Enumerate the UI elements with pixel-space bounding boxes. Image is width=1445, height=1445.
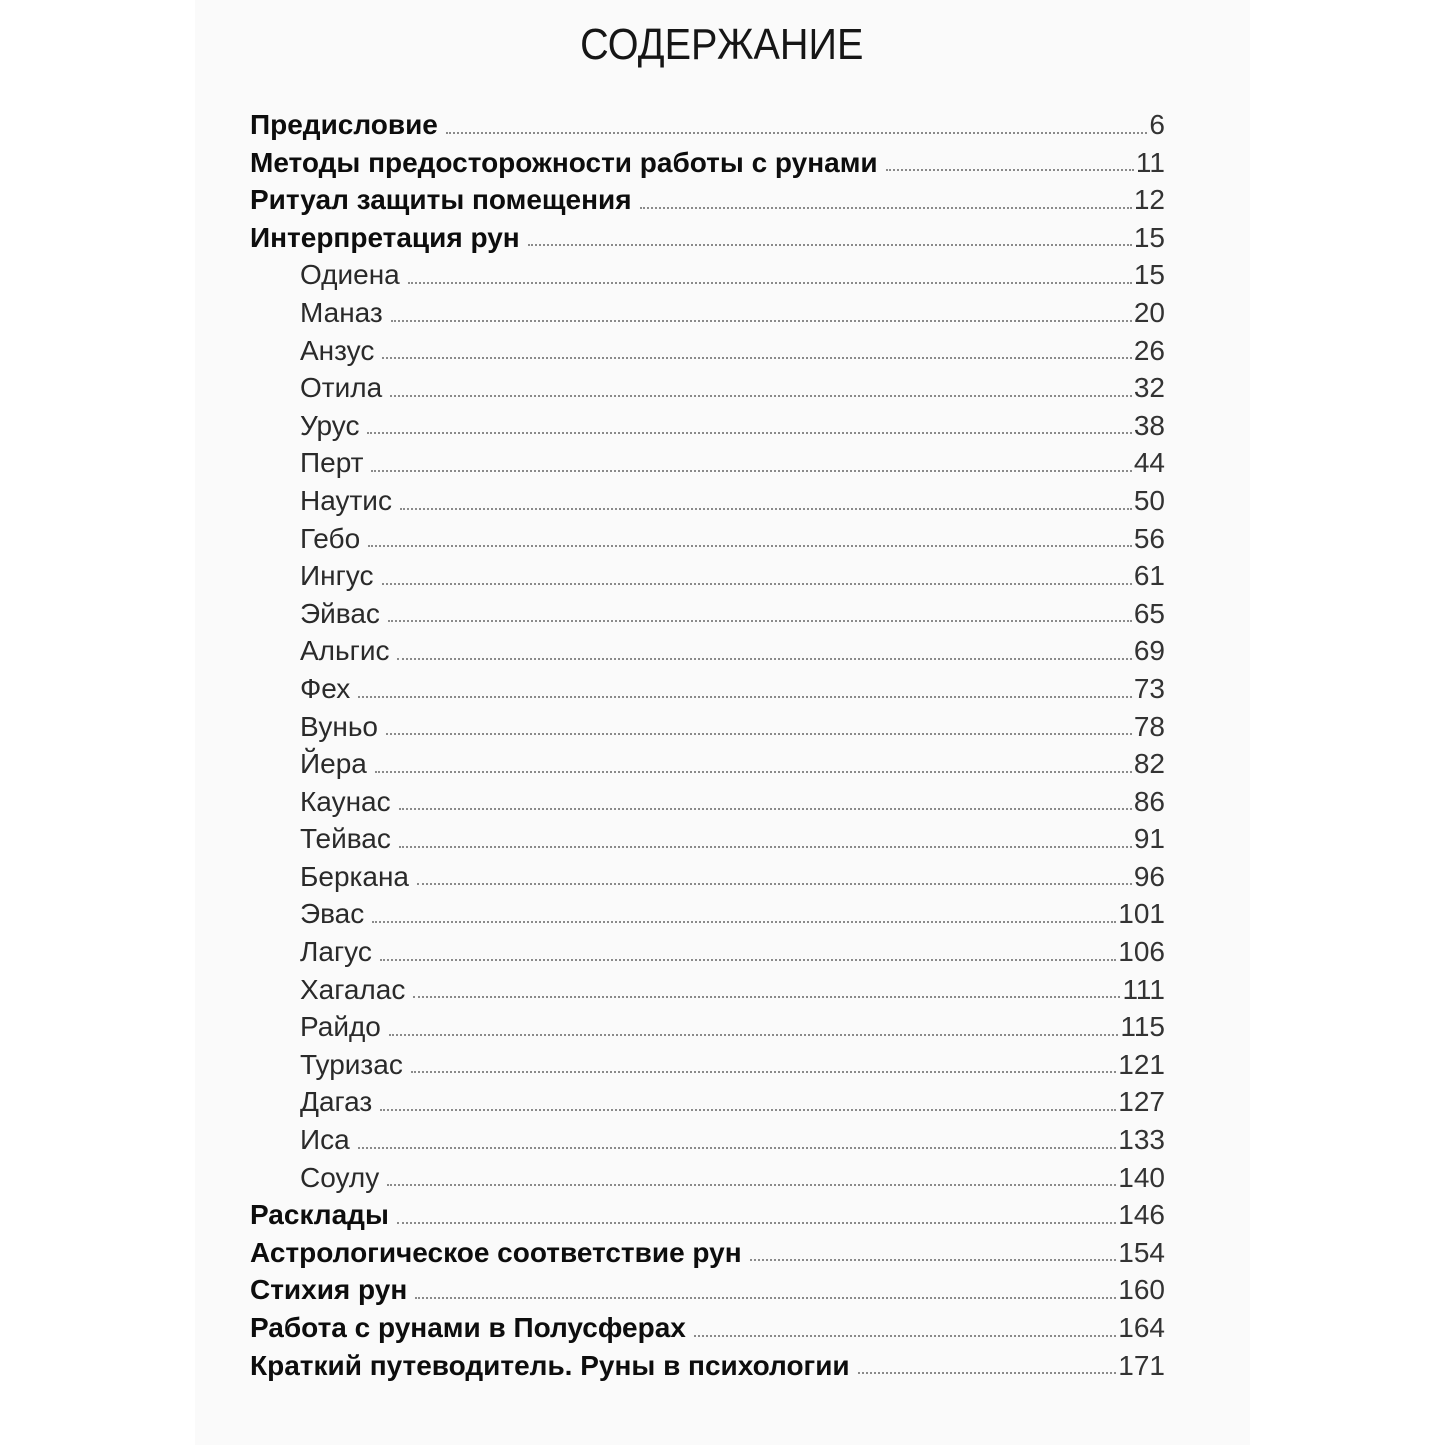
toc-entry-label: Расклады xyxy=(250,1199,389,1231)
toc-page-number: 12 xyxy=(1133,184,1165,216)
dot-leader xyxy=(368,544,1132,547)
toc-page-number: 154 xyxy=(1118,1236,1165,1268)
toc-page-number: 6 xyxy=(1149,109,1165,140)
toc-entry-label: Наутис xyxy=(300,484,392,516)
dot-leader xyxy=(415,1296,1116,1299)
dot-leader xyxy=(382,356,1131,359)
toc-subentry[interactable] xyxy=(250,520,1165,558)
toc-page-number: 121 xyxy=(1118,1048,1165,1080)
toc-subentry[interactable] xyxy=(250,595,1165,633)
toc-entry-label: Ингус xyxy=(300,560,374,592)
toc-entry-label: Соулу xyxy=(300,1161,380,1193)
toc-subentry[interactable] xyxy=(250,820,1165,858)
toc-page-number: 160 xyxy=(1118,1274,1165,1306)
toc-entry-label: Анзус xyxy=(300,334,375,366)
toc-entry-label: Перт xyxy=(300,447,364,479)
toc-entry-label: Предисловие xyxy=(250,109,438,140)
toc-page-number: 32 xyxy=(1133,372,1165,404)
dot-leader xyxy=(358,1146,1117,1149)
dot-leader xyxy=(380,958,1116,961)
dot-leader xyxy=(417,882,1132,885)
toc-subentry[interactable] xyxy=(250,369,1165,407)
toc-page-number: 164 xyxy=(1118,1312,1165,1343)
toc-page-number: 133 xyxy=(1118,1124,1165,1156)
toc-subentry[interactable] xyxy=(250,1121,1165,1159)
dot-leader xyxy=(380,1108,1116,1111)
dot-leader xyxy=(528,243,1132,246)
toc-subentry[interactable] xyxy=(250,332,1165,370)
toc-entry-label: Урус xyxy=(300,409,360,441)
toc-subentry[interactable] xyxy=(250,557,1165,595)
toc-entry-label: Работа с рунами в Полусферах xyxy=(250,1312,686,1343)
dot-leader xyxy=(387,1183,1116,1186)
dot-leader xyxy=(886,168,1134,171)
toc-subentry[interactable] xyxy=(250,895,1165,933)
dot-leader xyxy=(389,1033,1118,1036)
table-of-contents xyxy=(250,106,1165,1384)
dot-leader xyxy=(411,1070,1116,1073)
toc-entry-label: Вуньо xyxy=(300,710,378,742)
toc-page-number: 26 xyxy=(1133,334,1165,366)
toc-entry-label: Гебо xyxy=(300,522,361,554)
toc-entry-label: Йера xyxy=(300,748,367,780)
toc-page-number: 61 xyxy=(1133,560,1165,592)
toc-entry[interactable] xyxy=(250,181,1165,219)
toc-entry-label: Ритуал защиты помещения xyxy=(250,184,632,216)
toc-entry-label: Эйвас xyxy=(300,597,380,629)
toc-page-number: 15 xyxy=(1133,259,1165,291)
toc-entry[interactable] xyxy=(250,106,1165,144)
toc-entry-label: Стихия рун xyxy=(250,1274,408,1306)
book-page xyxy=(195,0,1250,1445)
dot-leader xyxy=(750,1258,1117,1261)
toc-page-number: 82 xyxy=(1133,748,1165,780)
toc-page-number: 111 xyxy=(1122,973,1165,1005)
dot-leader xyxy=(367,431,1131,434)
toc-subentry[interactable] xyxy=(250,858,1165,896)
toc-subentry[interactable] xyxy=(250,933,1165,971)
dot-leader xyxy=(390,394,1132,397)
toc-page-number: 91 xyxy=(1133,823,1165,855)
toc-entry[interactable] xyxy=(250,1234,1165,1272)
toc-page-number: 140 xyxy=(1118,1161,1165,1193)
page-title: СОДЕРЖАНИЕ xyxy=(580,20,864,69)
toc-entry[interactable] xyxy=(250,144,1165,182)
toc-page-number: 20 xyxy=(1133,296,1165,328)
toc-page-number: 86 xyxy=(1133,785,1165,817)
toc-entry-label: Эвас xyxy=(300,898,365,930)
toc-entry-label: Фех xyxy=(300,672,351,704)
dot-leader xyxy=(399,807,1132,810)
toc-subentry[interactable] xyxy=(250,783,1165,821)
toc-entry-label: Иса xyxy=(300,1124,350,1156)
toc-page-number: 106 xyxy=(1118,936,1165,968)
toc-entry-label: Маназ xyxy=(300,296,383,328)
toc-entry-label: Методы предосторожности работы с рунами xyxy=(250,146,878,178)
toc-page-number: 38 xyxy=(1133,409,1165,441)
dot-leader xyxy=(413,995,1120,998)
dot-leader xyxy=(358,695,1132,698)
toc-entry-label: Одиена xyxy=(300,259,400,291)
toc-entry-label: Беркана xyxy=(300,860,409,892)
toc-subentry[interactable] xyxy=(250,971,1165,1009)
dot-leader xyxy=(391,319,1132,322)
dot-leader xyxy=(640,206,1132,209)
toc-entry[interactable] xyxy=(250,1347,1165,1385)
toc-page-number: 101 xyxy=(1118,898,1165,930)
toc-page-number: 56 xyxy=(1133,522,1165,554)
toc-page-number: 15 xyxy=(1133,221,1165,253)
toc-page-number: 78 xyxy=(1133,710,1165,742)
dot-leader xyxy=(375,770,1132,773)
toc-entry-label: Краткий путеводитель. Руны в психологии xyxy=(250,1349,850,1381)
toc-subentry[interactable] xyxy=(250,482,1165,520)
toc-subentry[interactable] xyxy=(250,670,1165,708)
toc-entry-label: Отила xyxy=(300,372,383,404)
toc-entry[interactable] xyxy=(250,219,1165,257)
toc-entry-label: Дагаз xyxy=(300,1086,373,1118)
toc-subentry[interactable] xyxy=(250,407,1165,445)
toc-entry-label: Интерпретация рун xyxy=(250,221,520,253)
toc-entry-label: Астрологическое соответствие рун xyxy=(250,1236,742,1268)
dot-leader xyxy=(397,1221,1116,1224)
toc-subentry[interactable] xyxy=(250,256,1165,294)
dot-leader xyxy=(446,131,1148,134)
dot-leader xyxy=(371,469,1131,472)
toc-entry-label: Лагус xyxy=(300,936,372,968)
toc-entry[interactable] xyxy=(250,1309,1165,1347)
dot-leader xyxy=(400,507,1132,510)
toc-page-number: 50 xyxy=(1133,484,1165,516)
dot-leader xyxy=(372,920,1116,923)
toc-entry-label: Туризас xyxy=(300,1048,403,1080)
toc-entry-label: Тейвас xyxy=(300,823,391,855)
dot-leader xyxy=(388,619,1132,622)
toc-entry-label: Хагалас xyxy=(300,973,406,1005)
toc-page-number: 44 xyxy=(1133,447,1165,479)
toc-page-number: 73 xyxy=(1133,672,1165,704)
toc-subentry[interactable] xyxy=(250,444,1165,482)
toc-entry-label: Альгис xyxy=(300,635,390,667)
dot-leader xyxy=(858,1371,1117,1374)
toc-entry[interactable] xyxy=(250,1271,1165,1309)
toc-subentry[interactable] xyxy=(250,708,1165,746)
toc-entry-label: Каунас xyxy=(300,785,391,817)
toc-page-number: 171 xyxy=(1118,1349,1165,1381)
toc-subentry[interactable] xyxy=(250,1046,1165,1084)
dot-leader xyxy=(386,732,1132,735)
toc-page-number: 115 xyxy=(1120,1011,1165,1043)
toc-subentry[interactable] xyxy=(250,294,1165,332)
toc-entry[interactable] xyxy=(250,1196,1165,1234)
toc-entry-label: Райдо xyxy=(300,1011,381,1043)
toc-page-number: 127 xyxy=(1118,1086,1165,1118)
toc-subentry[interactable] xyxy=(250,1008,1165,1046)
dot-leader xyxy=(382,582,1132,585)
toc-page-number: 65 xyxy=(1133,597,1165,629)
toc-page-number: 69 xyxy=(1133,635,1165,667)
toc-subentry[interactable] xyxy=(250,632,1165,670)
dot-leader xyxy=(399,845,1132,848)
toc-page-number: 11 xyxy=(1135,146,1165,178)
toc-subentry[interactable] xyxy=(250,1159,1165,1197)
toc-page-number: 146 xyxy=(1118,1199,1165,1231)
dot-leader xyxy=(694,1334,1116,1337)
dot-leader xyxy=(397,657,1131,660)
toc-subentry[interactable] xyxy=(250,1083,1165,1121)
toc-subentry[interactable] xyxy=(250,745,1165,783)
dot-leader xyxy=(408,281,1132,284)
toc-page-number: 96 xyxy=(1133,860,1165,892)
